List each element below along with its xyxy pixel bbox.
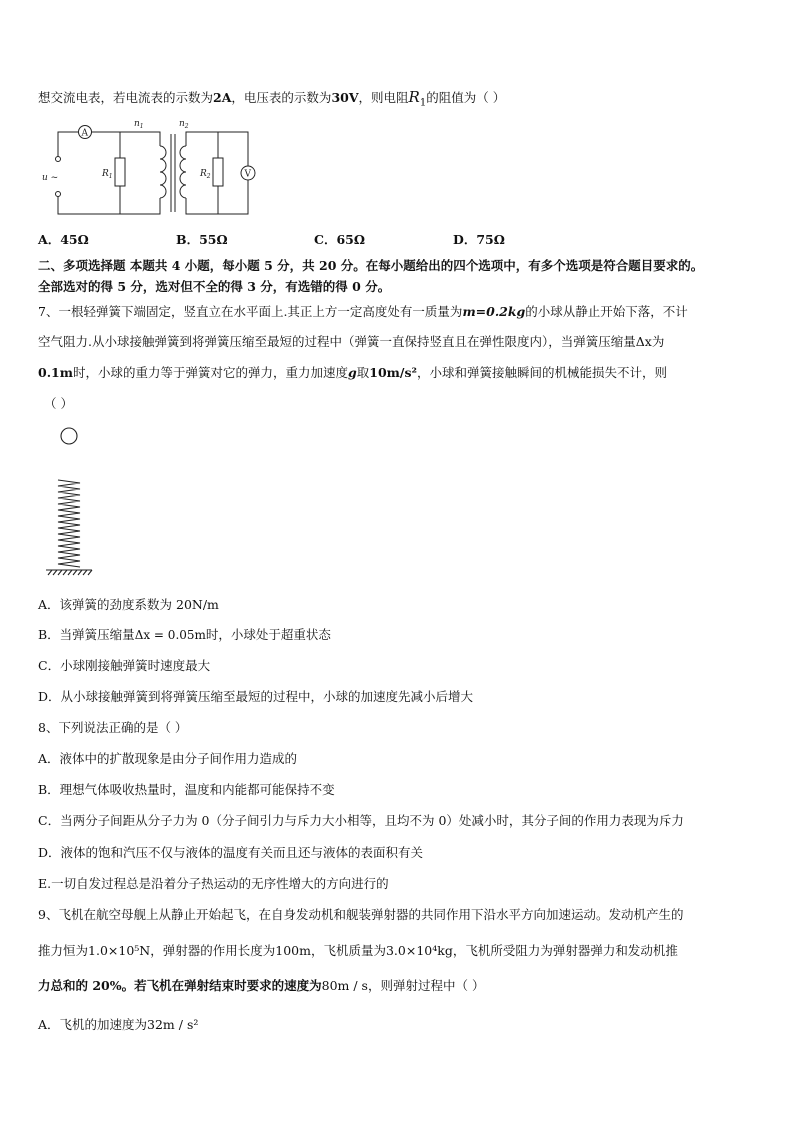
q7-compression: 0.1m xyxy=(38,365,73,380)
q7-option-b-math: Δx = 0.05m xyxy=(134,628,206,642)
transformer-circuit-diagram xyxy=(40,116,270,220)
spring-ball-diagram xyxy=(40,424,100,576)
q9-text: 力总和的 20%。若飞机在弹射结束时要求的速度为 xyxy=(38,978,322,993)
q6-option-c: C．65Ω xyxy=(314,232,365,247)
resistor-r1 xyxy=(115,158,125,186)
q6-stem-part: 的阻值为（ ） xyxy=(426,90,506,105)
q7-delta-x: Δx xyxy=(635,334,652,349)
q7-text: 取 xyxy=(356,365,370,380)
n2-label: $n_2$ xyxy=(179,119,189,130)
primary-coil xyxy=(160,146,166,198)
voltmeter-label: V xyxy=(244,169,251,180)
q7-g-value: 10m/s² xyxy=(369,365,417,380)
q8-option-a: A．液体中的扩散现象是由分子间作用力造成的 xyxy=(38,751,298,766)
q9-stem-line1: 9、飞机在航空母舰上从静止开始起飞，在自身发动机和舰装弹射器的共同作用下沿水平方向加速运动。发动机产生的 xyxy=(38,907,684,922)
ball xyxy=(61,428,77,444)
q7-text: 为 xyxy=(651,334,665,349)
q9-text: ，弹射器的作用长度为 xyxy=(150,943,276,958)
ammeter-label: A xyxy=(81,128,88,139)
q7-option-a: A．该弹簧的劲度系数为 20N/m xyxy=(38,597,219,612)
voltage-value: 30V xyxy=(331,90,359,105)
q7-blank: （ ） xyxy=(44,396,73,411)
q8-option-d: D．液体的饱和汽压不仅与液体的温度有关而且还与液体的表面积有关 xyxy=(38,845,424,860)
q9-stem-line3 xyxy=(38,976,484,994)
q6-option-a: A．45Ω xyxy=(38,232,89,247)
secondary-coil xyxy=(180,146,186,198)
resistor-r2 xyxy=(213,158,223,186)
source-terminal-bottom xyxy=(56,192,61,197)
q9-stem-line2 xyxy=(38,941,678,959)
q8-option-b: B．理想气体吸收热量时，温度和内能都可能保持不变 xyxy=(38,782,335,797)
q7-g: g xyxy=(348,365,357,380)
q9-text: ，则弹射过程中（ ） xyxy=(367,978,485,993)
q6-option-b: B．55Ω xyxy=(176,232,228,247)
q7-text: 时，小球的重力等于弹簧对它的弹力，重力加速度 xyxy=(72,365,348,380)
q7-option-b xyxy=(38,625,331,643)
r1-symbol: R xyxy=(408,88,420,106)
q7-option-b-text: 时，小球处于超重状态 xyxy=(205,627,331,642)
q9-mass: 3.0×10⁴kg xyxy=(385,943,453,958)
r2-label: $R_2$ xyxy=(200,169,211,180)
q6-stem-part: ，电压表的示数为 xyxy=(231,90,332,105)
q6-option-d: D．75Ω xyxy=(453,232,505,247)
source-label: u ~ xyxy=(42,173,59,183)
q9-option-a-value: 32m / s² xyxy=(147,1017,199,1032)
q6-stem-part: 想交流电表，若电流表的示数为 xyxy=(38,90,214,105)
q7-text: 7、一根轻弹簧下端固定，竖直立在水平面上.其正上方一定高度处有一质量为 xyxy=(38,304,463,319)
q9-length: 100m xyxy=(275,943,311,958)
q7-text: 的小球从静止开始下落，不计 xyxy=(525,304,688,319)
current-value: 2A xyxy=(213,90,232,105)
section2-instructions-line2: 全部选对的得 5 分，选对但不全的得 3 分，有选错的得 0 分。 xyxy=(38,279,391,294)
q7-option-b-text: B．当弹簧压缩量 xyxy=(38,627,135,642)
q7-mass: m=0.2kg xyxy=(462,304,526,319)
q9-speed: 80m / s xyxy=(321,978,368,993)
source-terminal-top xyxy=(56,157,61,162)
q8-stem: 8、下列说法正确的是（ ） xyxy=(38,720,188,735)
r1-label: $R_1$ xyxy=(102,169,113,180)
q7-text: 空气阻力.从小球接触弹簧到将弹簧压缩至最短的过程中（弹簧一直保持竖直且在弹性限度内），当弹簧压缩量 xyxy=(38,334,636,349)
n1-label: $n_1$ xyxy=(134,119,144,130)
q7-option-d: D．从小球接触弹簧到将弹簧压缩至最短的过程中，小球的加速度先减小后增大 xyxy=(38,689,474,704)
q9-text: ，飞机质量为 xyxy=(310,943,386,958)
q7-option-c: C．小球刚接触弹簧时速度最大 xyxy=(38,658,211,673)
spring xyxy=(58,480,80,567)
q9-text: ，飞机所受阻力为弹射器弹力和发动机推 xyxy=(452,943,678,958)
q6-stem-part: ，则电阻 xyxy=(358,90,409,105)
q7-text: ，小球和弹簧接触瞬间的机械能损失不计，则 xyxy=(416,365,667,380)
r1-subscript: 1 xyxy=(419,97,427,109)
section2-instructions-line1: 二、多项选择题 本题共 4 小题，每小题 5 分，共 20 分。在每小题给出的四个选项中，有多个选项是符合题目要求的。 xyxy=(38,258,704,273)
q7-stem-line2 xyxy=(38,332,664,350)
q9-option-a-text: A．飞机的加速度为 xyxy=(38,1017,148,1032)
q7-stem-line1 xyxy=(38,302,688,320)
q8-option-e: E.一切自发过程总是沿着分子热运动的无序性增大的方向进行的 xyxy=(38,876,389,891)
q9-text: 推力恒为 xyxy=(38,943,89,958)
q9-thrust: 1.0×10⁵N xyxy=(88,943,151,958)
q8-option-c: C．当两分子间距从分子力为 0（分子间引力与斥力大小相等，且均不为 0）处减小时，其分子间的作用力表现为斥力 xyxy=(38,813,684,828)
ground-hatch xyxy=(48,570,92,575)
q7-stem-line3 xyxy=(38,363,667,381)
q9-option-a xyxy=(38,1015,198,1033)
q6-stem xyxy=(38,88,505,109)
